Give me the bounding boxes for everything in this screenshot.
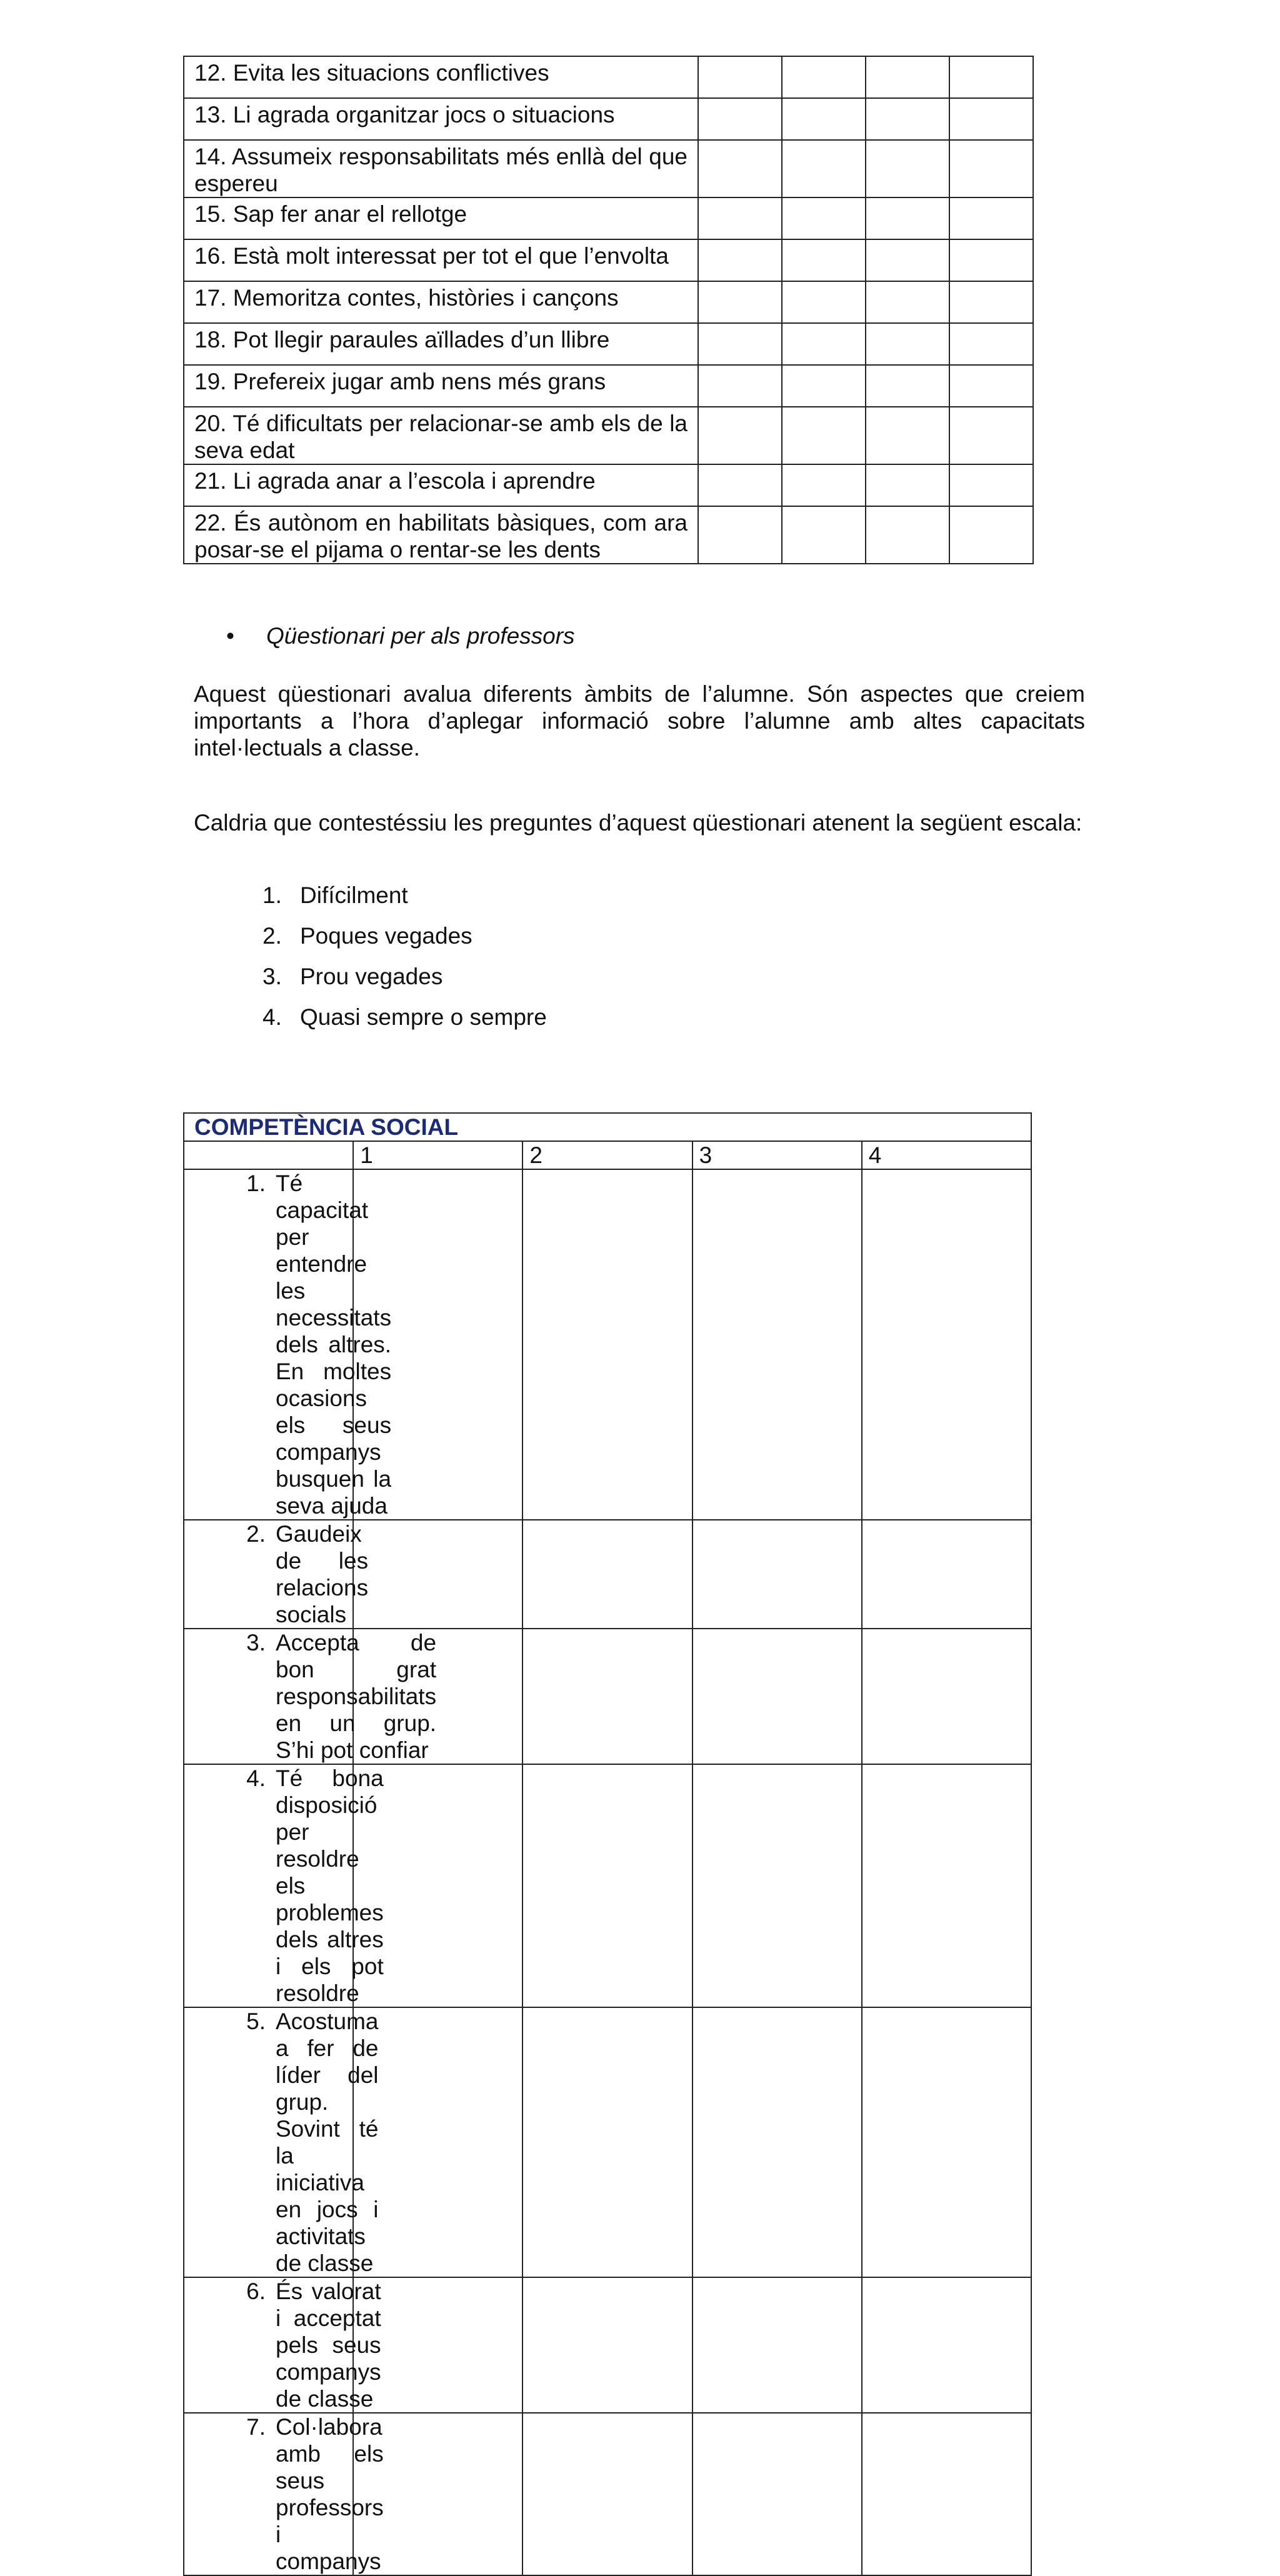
- list-item: 2. Poques vegades: [262, 923, 472, 949]
- rating-cell[interactable]: [949, 239, 1033, 281]
- rating-cell[interactable]: [782, 56, 866, 98]
- rating-cell[interactable]: [782, 281, 866, 323]
- row-text: 22. És autònom en habilitats bàsiques, com ara posar-se el pijama o rentar-se les dents: [194, 510, 688, 562]
- rating-cell[interactable]: [782, 407, 866, 464]
- row-text: 17. Memoritza contes, històries i cançons: [194, 285, 619, 311]
- list-item: 3. Prou vegades: [262, 964, 443, 989]
- rating-cell[interactable]: [866, 140, 949, 197]
- rating-cell[interactable]: [692, 1520, 862, 1629]
- rating-cell[interactable]: [949, 197, 1033, 239]
- table-title: COMPETÈNCIA SOCIAL: [184, 1113, 1031, 1141]
- rating-cell[interactable]: [692, 1169, 862, 1520]
- question-text: Acostuma a fer de líder del grup. Sovint té la iniciativa en jocs i activitats de classe: [276, 2009, 379, 2276]
- row-text: 18. Pot llegir paraules aïllades d’un llibre: [194, 327, 610, 352]
- rating-cell[interactable]: [522, 2007, 692, 2277]
- rating-cell[interactable]: [353, 2007, 522, 2277]
- rating-cell[interactable]: [698, 506, 782, 564]
- rating-cell[interactable]: [782, 506, 866, 564]
- table-row: 6. És valorat i acceptat pels seus companys de classe: [184, 2277, 1031, 2413]
- rating-cell[interactable]: [866, 365, 949, 407]
- rating-cell[interactable]: [782, 98, 866, 140]
- rating-cell[interactable]: [522, 1169, 692, 1520]
- rating-cell[interactable]: [862, 2007, 1031, 2277]
- rating-cell[interactable]: [698, 140, 782, 197]
- row-text: 14. Assumeix responsabilitats més enllà del que espereu: [194, 144, 688, 196]
- question-text: Accepta de bon grat responsabilitats en un grup. S’hi pot confiar: [276, 1630, 437, 1763]
- table-row: [184, 281, 1033, 323]
- rating-cell[interactable]: [522, 2413, 692, 2575]
- rating-cell[interactable]: [866, 197, 949, 239]
- question-text: Gaudeix de les relacions socials: [276, 1521, 369, 1627]
- table-row: [184, 140, 1033, 197]
- table-row: [184, 365, 1033, 407]
- question-text: Té capacitat per entendre les necessitats dels altres. En moltes ocasions els seus companys busquen la seva ajuda: [276, 1171, 392, 1519]
- rating-cell[interactable]: [949, 323, 1033, 365]
- question-text: És valorat i acceptat pels seus companys de classe: [276, 2279, 381, 2412]
- column-header: 1: [353, 1141, 522, 1169]
- rating-cell[interactable]: [949, 365, 1033, 407]
- rating-cell[interactable]: [698, 323, 782, 365]
- row-text: 20. Té dificultats per relacionar-se amb els de la seva edat: [194, 411, 688, 463]
- row-text: 12. Evita les situacions conflictives: [194, 60, 549, 86]
- table-title-row: [184, 1113, 1031, 1141]
- rating-cell[interactable]: [949, 140, 1033, 197]
- rating-cell[interactable]: [698, 197, 782, 239]
- table-row: 2. Gaudeix de les relacions socials: [184, 1520, 1031, 1629]
- rating-cell[interactable]: [949, 98, 1033, 140]
- rating-cell[interactable]: [698, 464, 782, 506]
- rating-cell[interactable]: [866, 98, 949, 140]
- table-row: 5. Acostuma a fer de líder del grup. Sovint té la iniciativa en jocs i activitats de classe: [184, 2007, 1031, 2277]
- table-row: 3. Accepta de bon grat responsabilitats en un grup. S’hi pot confiar: [184, 1629, 1031, 1764]
- column-header: 3: [692, 1141, 862, 1169]
- row-text: 13. Li agrada organitzar jocs o situacions: [194, 102, 615, 127]
- question-text: Té bona disposició per resoldre els problemes dels altres i els pot resoldre: [276, 1765, 384, 2006]
- rating-cell[interactable]: [862, 2413, 1031, 2575]
- table-row: 1. Té capacitat per entendre les necessitats dels altres. En moltes ocasions els seus companys busquen la seva ajuda: [184, 1169, 1031, 1520]
- rating-cell[interactable]: [782, 239, 866, 281]
- bullet-icon: •: [226, 623, 234, 649]
- rating-cell[interactable]: [782, 323, 866, 365]
- rating-cell[interactable]: [698, 365, 782, 407]
- row-text: 15. Sap fer anar el rellotge: [194, 201, 468, 227]
- table-row: [184, 197, 1033, 239]
- rating-cell[interactable]: [862, 1764, 1031, 2007]
- rating-cell[interactable]: [522, 2277, 692, 2413]
- rating-cell[interactable]: [949, 407, 1033, 464]
- instructions-paragraph: Caldria que contestéssiu les preguntes d’aquest qüestionari atenent la següent escala:: [194, 810, 1082, 836]
- rating-cell[interactable]: [692, 2413, 862, 2575]
- table-row: [184, 98, 1033, 140]
- column-header: 2: [522, 1141, 692, 1169]
- table-row: [184, 323, 1033, 365]
- table-row: [184, 239, 1033, 281]
- rating-cell[interactable]: [866, 506, 949, 564]
- list-item: 4. Quasi sempre o sempre: [262, 1004, 547, 1030]
- rating-cell[interactable]: [866, 56, 949, 98]
- rating-cell[interactable]: [698, 98, 782, 140]
- table-row: [184, 56, 1033, 98]
- question-text: Col·labora amb els seus professors i companys: [276, 2414, 384, 2574]
- column-header: 4: [862, 1141, 1031, 1169]
- rating-cell[interactable]: [949, 56, 1033, 98]
- rating-cell[interactable]: [866, 239, 949, 281]
- intro-paragraph: Aquest qüestionari avalua diferents àmbits de l’alumne. Són aspectes que creiem importants a l’hora d’aplegar informació sobre l’alumne amb altes capacitats intel·lectuals a classe.: [194, 681, 1085, 761]
- rating-cell[interactable]: [862, 1169, 1031, 1520]
- rating-cell[interactable]: [949, 464, 1033, 506]
- checklist-table-continued: [183, 56, 1034, 564]
- rating-cell[interactable]: [698, 407, 782, 464]
- rating-cell[interactable]: [862, 2277, 1031, 2413]
- rating-cell[interactable]: [522, 1629, 692, 1764]
- rating-cell[interactable]: [949, 281, 1033, 323]
- social-competence-table: [183, 1112, 1032, 2576]
- rating-cell[interactable]: [949, 506, 1033, 564]
- table-row: [184, 464, 1033, 506]
- rating-cell[interactable]: [692, 2007, 862, 2277]
- list-item: 1. Difícilment: [262, 882, 408, 908]
- row-text: 19. Prefereix jugar amb nens més grans: [194, 369, 606, 394]
- rating-cell[interactable]: [353, 1520, 522, 1629]
- rating-cell[interactable]: [698, 56, 782, 98]
- row-text: 21. Li agrada anar a l’escola i aprendre: [194, 468, 596, 494]
- rating-cell[interactable]: [866, 281, 949, 323]
- table-row: 4. Té bona disposició per resoldre els problemes dels altres i els pot resoldre: [184, 1764, 1031, 2007]
- scale-list: [262, 875, 547, 1037]
- rating-cell[interactable]: [522, 1764, 692, 2007]
- rating-cell[interactable]: [866, 464, 949, 506]
- rating-cell[interactable]: [692, 1629, 862, 1764]
- rating-cell[interactable]: [782, 197, 866, 239]
- rating-cell[interactable]: [782, 365, 866, 407]
- row-text: 16. Està molt interessat per tot el que l’envolta: [194, 243, 669, 269]
- heading-text: Qüestionari per als professors: [266, 623, 575, 649]
- rating-cell[interactable]: [782, 140, 866, 197]
- rating-cell[interactable]: [698, 239, 782, 281]
- rating-cell[interactable]: [698, 281, 782, 323]
- table-header-row: [184, 1141, 1031, 1169]
- rating-cell[interactable]: [862, 1520, 1031, 1629]
- rating-cell[interactable]: [782, 464, 866, 506]
- rating-cell[interactable]: [862, 1629, 1031, 1764]
- rating-cell[interactable]: [692, 1764, 862, 2007]
- table-row: 7. Col·labora amb els seus professors i companys: [184, 2413, 1031, 2575]
- rating-cell[interactable]: [866, 323, 949, 365]
- table-row: [184, 407, 1033, 464]
- rating-cell[interactable]: [522, 1520, 692, 1629]
- rating-cell[interactable]: [692, 2277, 862, 2413]
- table-row: [184, 506, 1033, 564]
- rating-cell[interactable]: [866, 407, 949, 464]
